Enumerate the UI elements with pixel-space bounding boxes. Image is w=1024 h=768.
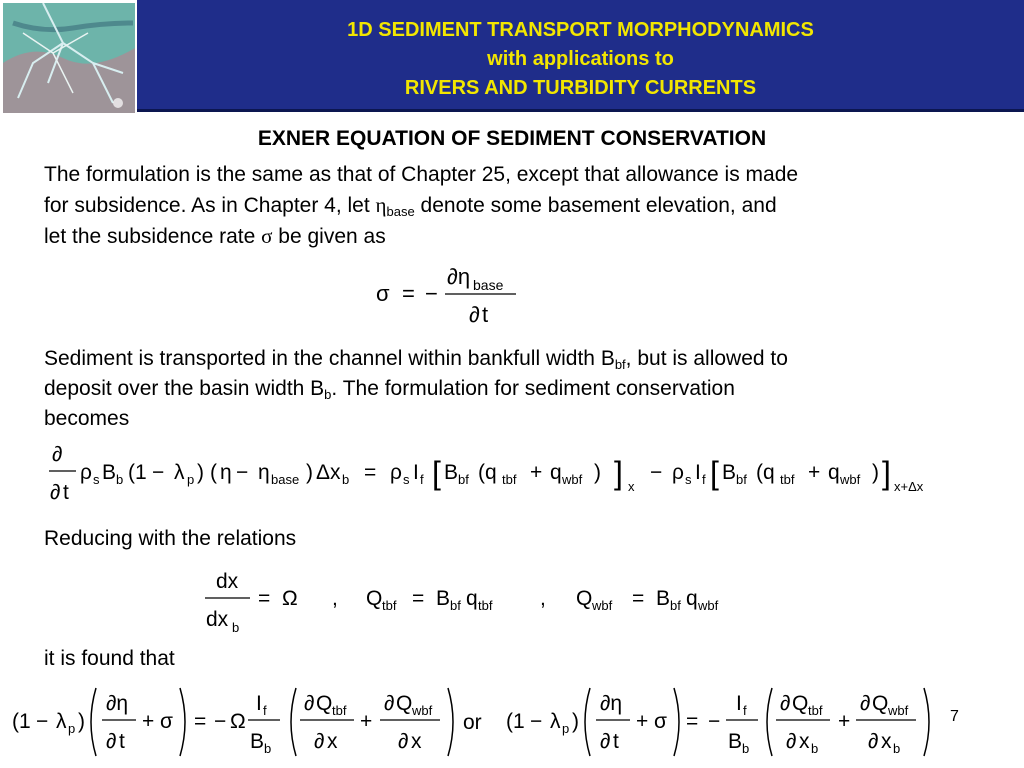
svg-text:x: x xyxy=(881,730,892,753)
svg-text:B: B xyxy=(436,587,451,610)
svg-text:q: q xyxy=(828,461,840,484)
svg-text:η: η xyxy=(220,461,232,484)
svg-text:tbf: tbf xyxy=(478,598,493,613)
svg-text:): ) xyxy=(197,461,204,484)
paragraph-transport xyxy=(44,344,788,434)
svg-text:η: η xyxy=(258,461,270,484)
svg-text:σ: σ xyxy=(160,710,173,733)
svg-text:base: base xyxy=(473,277,504,293)
svg-text:): ) xyxy=(306,461,313,484)
svg-text:p: p xyxy=(187,472,195,487)
svg-text:B: B xyxy=(656,587,671,610)
svg-text:Δ: Δ xyxy=(316,461,331,484)
svg-text:+: + xyxy=(808,461,821,484)
svg-text:σ: σ xyxy=(654,710,667,733)
text-span: . The formulation for sediment conservation xyxy=(331,377,735,400)
svg-text:(q: (q xyxy=(478,461,497,484)
paragraph-line: The formulation is the same as that of Chapter 25, except that allowance is made xyxy=(44,163,799,186)
svg-text:=: = xyxy=(402,281,415,306)
paragraph-line xyxy=(44,221,798,252)
svg-text:I: I xyxy=(736,692,742,715)
svg-text:dx: dx xyxy=(216,570,239,593)
svg-text:[: [ xyxy=(710,455,719,491)
slide-title: EXNER EQUATION OF SEDIMENT CONSERVATION xyxy=(257,127,767,150)
svg-text:∂: ∂ xyxy=(868,730,879,753)
svg-text:∂: ∂ xyxy=(398,730,409,753)
svg-text:−: − xyxy=(708,710,721,733)
svg-text:I: I xyxy=(413,461,419,484)
svg-text:∂η: ∂η xyxy=(106,692,129,715)
svg-text:bf: bf xyxy=(450,598,461,613)
svg-text:q: q xyxy=(466,587,478,610)
svg-text:=: = xyxy=(632,587,645,610)
text-span: , but is allowed to xyxy=(625,347,788,370)
svg-text:=: = xyxy=(412,587,425,610)
equation-subsidence xyxy=(370,258,530,335)
equation-result-2 xyxy=(504,680,944,765)
svg-text:f: f xyxy=(420,472,424,487)
svg-text:σ: σ xyxy=(376,281,390,306)
banner-title-line2: with applications to xyxy=(487,48,674,70)
svg-text:Q: Q xyxy=(316,692,333,715)
svg-text:Ω: Ω xyxy=(282,587,298,610)
svg-text:−: − xyxy=(530,710,543,733)
eta-symbol: η xyxy=(375,193,387,217)
svg-text:f: f xyxy=(743,703,747,718)
svg-text:∂: ∂ xyxy=(384,692,395,715)
svg-text:[: [ xyxy=(432,455,441,491)
b-subscript: b xyxy=(324,387,332,402)
svg-text:f: f xyxy=(702,472,706,487)
svg-text:Q: Q xyxy=(792,692,809,715)
svg-text:(: ( xyxy=(210,461,217,484)
svg-text:b: b xyxy=(232,620,240,635)
svg-text:∂: ∂ xyxy=(50,481,61,504)
svg-text:wbf: wbf xyxy=(412,703,433,718)
svg-text:x: x xyxy=(411,730,422,753)
paragraph-line xyxy=(44,190,798,221)
svg-text:): ) xyxy=(572,710,579,733)
svg-text:b: b xyxy=(742,741,750,756)
svg-text:wbf: wbf xyxy=(840,472,861,487)
svg-text:B: B xyxy=(728,730,743,753)
svg-text:wbf: wbf xyxy=(698,598,719,613)
svg-text:t: t xyxy=(119,730,125,753)
svg-text:p: p xyxy=(562,721,570,736)
text-span: let the subsidence rate xyxy=(44,225,262,248)
svg-text:]: ] xyxy=(614,455,623,491)
svg-text:(1: (1 xyxy=(12,710,31,733)
paragraph-line xyxy=(44,374,788,404)
svg-text:,: , xyxy=(332,587,338,610)
svg-text:+: + xyxy=(636,710,649,733)
svg-text:s: s xyxy=(403,472,410,487)
svg-text:t: t xyxy=(613,730,619,753)
svg-text:B: B xyxy=(444,461,459,484)
svg-text:Q: Q xyxy=(396,692,413,715)
paragraph-line xyxy=(44,344,788,374)
svg-text:=: = xyxy=(194,710,207,733)
svg-text:Q: Q xyxy=(576,587,593,610)
svg-text:s: s xyxy=(685,472,692,487)
text-span: Sediment is transported in the channel within bankfull width B xyxy=(44,347,615,370)
svg-text:B: B xyxy=(722,461,737,484)
bf-subscript: bf xyxy=(614,357,626,372)
svg-text:wbf: wbf xyxy=(888,703,909,718)
svg-text:(1: (1 xyxy=(128,461,147,484)
svg-text:tbf: tbf xyxy=(780,472,795,487)
svg-text:−: − xyxy=(425,281,438,306)
svg-text:s: s xyxy=(93,472,100,487)
svg-text:t: t xyxy=(482,302,489,327)
paragraph-line: becomes xyxy=(44,407,130,430)
svg-text:b: b xyxy=(811,741,819,756)
svg-text:+: + xyxy=(530,461,543,484)
svg-text:): ) xyxy=(594,461,601,484)
svg-text:(q: (q xyxy=(756,461,775,484)
svg-text:x: x xyxy=(330,461,341,484)
paragraph-reducing: Reducing with the relations xyxy=(44,527,297,550)
svg-text:bf: bf xyxy=(736,472,747,487)
text-span: be given as xyxy=(272,225,386,248)
svg-text:wbf: wbf xyxy=(562,472,583,487)
svg-text:∂η: ∂η xyxy=(447,264,471,289)
svg-text:bf: bf xyxy=(458,472,469,487)
banner-title-line3: RIVERS AND TURBIDITY CURRENTS xyxy=(404,77,757,99)
paragraph-formulation xyxy=(44,160,798,252)
svg-text:B: B xyxy=(250,730,265,753)
svg-text:bf: bf xyxy=(670,598,681,613)
page-number: 7 xyxy=(950,708,959,725)
svg-text:): ) xyxy=(872,461,879,484)
paragraph-found: it is found that xyxy=(44,647,175,670)
svg-text:−: − xyxy=(36,710,49,733)
svg-text:tbf: tbf xyxy=(808,703,823,718)
svg-text:+: + xyxy=(838,710,851,733)
svg-text:λ: λ xyxy=(174,461,185,484)
svg-text:Q: Q xyxy=(872,692,889,715)
svg-text:∂η: ∂η xyxy=(600,692,623,715)
svg-text:Q: Q xyxy=(366,587,383,610)
svg-text:dx: dx xyxy=(206,608,229,631)
equation-exner xyxy=(44,436,944,511)
svg-text:x: x xyxy=(799,730,810,753)
title-banner xyxy=(137,0,1024,112)
svg-text:q: q xyxy=(550,461,562,484)
svg-text:∂: ∂ xyxy=(314,730,325,753)
svg-text:Ω: Ω xyxy=(230,710,246,733)
svg-text:x: x xyxy=(628,479,635,494)
svg-text:∂: ∂ xyxy=(600,730,611,753)
svg-text:λ: λ xyxy=(550,710,561,733)
svg-text:tbf: tbf xyxy=(382,598,397,613)
svg-text:q: q xyxy=(686,587,698,610)
svg-text:x+Δx: x+Δx xyxy=(894,479,924,494)
svg-text:∂: ∂ xyxy=(106,730,117,753)
svg-text:−: − xyxy=(236,461,249,484)
or-text: or xyxy=(463,711,482,734)
svg-text:b: b xyxy=(342,472,350,487)
svg-text:f: f xyxy=(263,703,267,718)
svg-text:]: ] xyxy=(882,455,891,491)
svg-text:∂: ∂ xyxy=(469,302,480,327)
text-span: for subsidence. As in Chapter 4, let xyxy=(44,194,376,217)
svg-text:∂: ∂ xyxy=(780,692,791,715)
base-subscript: base xyxy=(386,204,415,219)
svg-text:): ) xyxy=(78,710,85,733)
delta-image xyxy=(3,3,135,113)
svg-text:ρ: ρ xyxy=(390,461,402,484)
svg-text:,: , xyxy=(540,587,546,610)
svg-text:x: x xyxy=(327,730,338,753)
svg-text:wbf: wbf xyxy=(592,598,613,613)
equation-relations xyxy=(200,562,760,643)
text-span: denote some basement elevation, and xyxy=(414,194,777,217)
svg-text:∂: ∂ xyxy=(52,443,63,466)
svg-text:(1: (1 xyxy=(506,710,525,733)
svg-text:ρ: ρ xyxy=(672,461,684,484)
svg-text:tbf: tbf xyxy=(502,472,517,487)
svg-text:b: b xyxy=(116,472,124,487)
svg-text:=: = xyxy=(686,710,699,733)
svg-text:−: − xyxy=(152,461,165,484)
svg-text:=: = xyxy=(258,587,271,610)
text-span: deposit over the basin width B xyxy=(44,377,325,400)
svg-text:−: − xyxy=(650,461,663,484)
svg-text:∂: ∂ xyxy=(860,692,871,715)
banner-title-line1: 1D SEDIMENT TRANSPORT MORPHODYNAMICS xyxy=(347,19,814,41)
svg-text:+: + xyxy=(142,710,155,733)
svg-text:p: p xyxy=(68,721,76,736)
svg-text:+: + xyxy=(360,710,373,733)
svg-text:∂: ∂ xyxy=(786,730,797,753)
svg-text:t: t xyxy=(63,481,69,504)
svg-text:b: b xyxy=(264,741,272,756)
equation-result-1 xyxy=(8,680,458,765)
sigma-symbol: σ xyxy=(261,224,273,248)
svg-text:b: b xyxy=(893,741,901,756)
svg-text:=: = xyxy=(364,461,377,484)
svg-text:B: B xyxy=(102,461,117,484)
svg-text:I: I xyxy=(256,692,262,715)
svg-text:∂: ∂ xyxy=(304,692,315,715)
svg-text:−: − xyxy=(214,710,227,733)
svg-text:tbf: tbf xyxy=(332,703,347,718)
svg-text:λ: λ xyxy=(56,710,67,733)
svg-text:ρ: ρ xyxy=(80,461,92,484)
svg-text:base: base xyxy=(271,472,300,487)
header xyxy=(0,0,1024,115)
svg-text:I: I xyxy=(695,461,701,484)
